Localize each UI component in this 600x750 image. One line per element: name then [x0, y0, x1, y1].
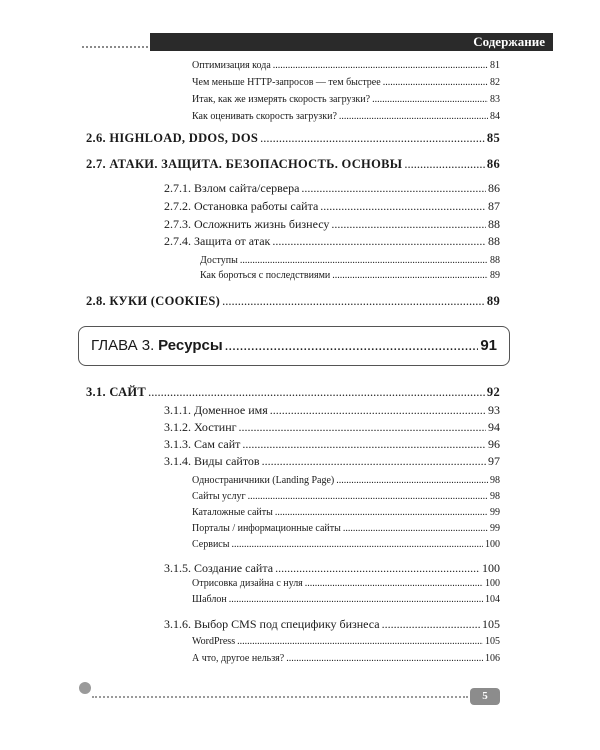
- toc-entry[interactable]: Порталы / информационные сайты ..... 99: [192, 523, 500, 537]
- header-dotted-rule: [82, 46, 148, 48]
- toc-entry[interactable]: 3.1.3. Сам сайт ..... 96: [164, 437, 500, 453]
- toc-section-2-7[interactable]: 2.7. АТАКИ. ЗАЩИТА. БЕЗОПАСНОСТЬ. ОСНОВЫ ..... 86: [86, 157, 500, 175]
- toc-entry[interactable]: Как оценивать скорость загрузки? ..... 84: [192, 111, 500, 125]
- toc-entry[interactable]: 3.1.5. Создание сайта ..... 100: [164, 561, 500, 577]
- footer-dotted-rule: [92, 696, 468, 698]
- toc-entry[interactable]: 2.7.2. Остановка работы сайта ..... 87: [164, 199, 500, 215]
- toc-entry[interactable]: А что, другое нельзя? ..... 106: [192, 653, 500, 667]
- toc-entry[interactable]: Итак, как же измерять скорость загрузки? ..... 83: [192, 94, 500, 108]
- running-header-title: Содержание: [473, 34, 545, 49]
- toc-entry[interactable]: Каталожные сайты ..... 99: [192, 507, 500, 521]
- toc-section-2-8[interactable]: 2.8. КУКИ (COOKIES) ..... 89: [86, 294, 500, 312]
- toc-entry[interactable]: Доступы ..... 88: [200, 255, 500, 269]
- toc-entry[interactable]: Сервисы ..... 100: [192, 539, 500, 553]
- toc-entry[interactable]: Сайты услуг ..... 98: [192, 491, 500, 505]
- toc-entry[interactable]: 2.7.4. Защита от атак ..... 88: [164, 234, 500, 250]
- toc-section-2-6[interactable]: 2.6. HIGHLOAD, DDOS, DOS ..... 85: [86, 131, 500, 149]
- toc-entry[interactable]: 2.7.1. Взлом сайта/сервера ..... 86: [164, 181, 500, 197]
- toc-entry[interactable]: 2.7.3. Осложнить жизнь бизнесу ..... 88: [164, 217, 500, 233]
- chapter-name: Ресурсы: [158, 337, 223, 354]
- toc-entry[interactable]: WordPress ..... 105: [192, 636, 500, 650]
- toc-entry[interactable]: Чем меньше HTTP-запросов — тем быстрее ..... 82: [192, 77, 500, 91]
- toc-entry[interactable]: Одностраничники (Landing Page) ..... 98: [192, 475, 500, 489]
- toc-entry[interactable]: 3.1.4. Виды сайтов ..... 97: [164, 454, 500, 470]
- toc-entry[interactable]: 3.1.1. Доменное имя ..... 93: [164, 403, 500, 419]
- header-bar: [150, 33, 553, 51]
- footer-dot: [79, 682, 91, 694]
- toc-entry[interactable]: Оптимизация кода ..... 81: [192, 60, 500, 74]
- chapter-prefix: ГЛАВА 3.: [91, 337, 155, 354]
- page-number-badge: 5: [470, 688, 500, 705]
- toc-entry[interactable]: Как бороться с последствиями ..... 89: [200, 270, 500, 284]
- toc-section-3-1[interactable]: 3.1. САЙТ ..... 92: [86, 385, 500, 403]
- toc-entry[interactable]: Отрисовка дизайна с нуля ..... 100: [192, 578, 500, 592]
- toc-chapter-3[interactable]: ГЛАВА 3. Ресурсы ..... 91: [91, 337, 497, 355]
- toc-entry[interactable]: 3.1.6. Выбор CMS под специфику бизнеса ..... 105: [164, 617, 500, 633]
- toc-entry[interactable]: 3.1.2. Хостинг ..... 94: [164, 420, 500, 436]
- chapter-3-box[interactable]: [78, 326, 510, 366]
- toc-entry[interactable]: Шаблон ..... 104: [192, 594, 500, 608]
